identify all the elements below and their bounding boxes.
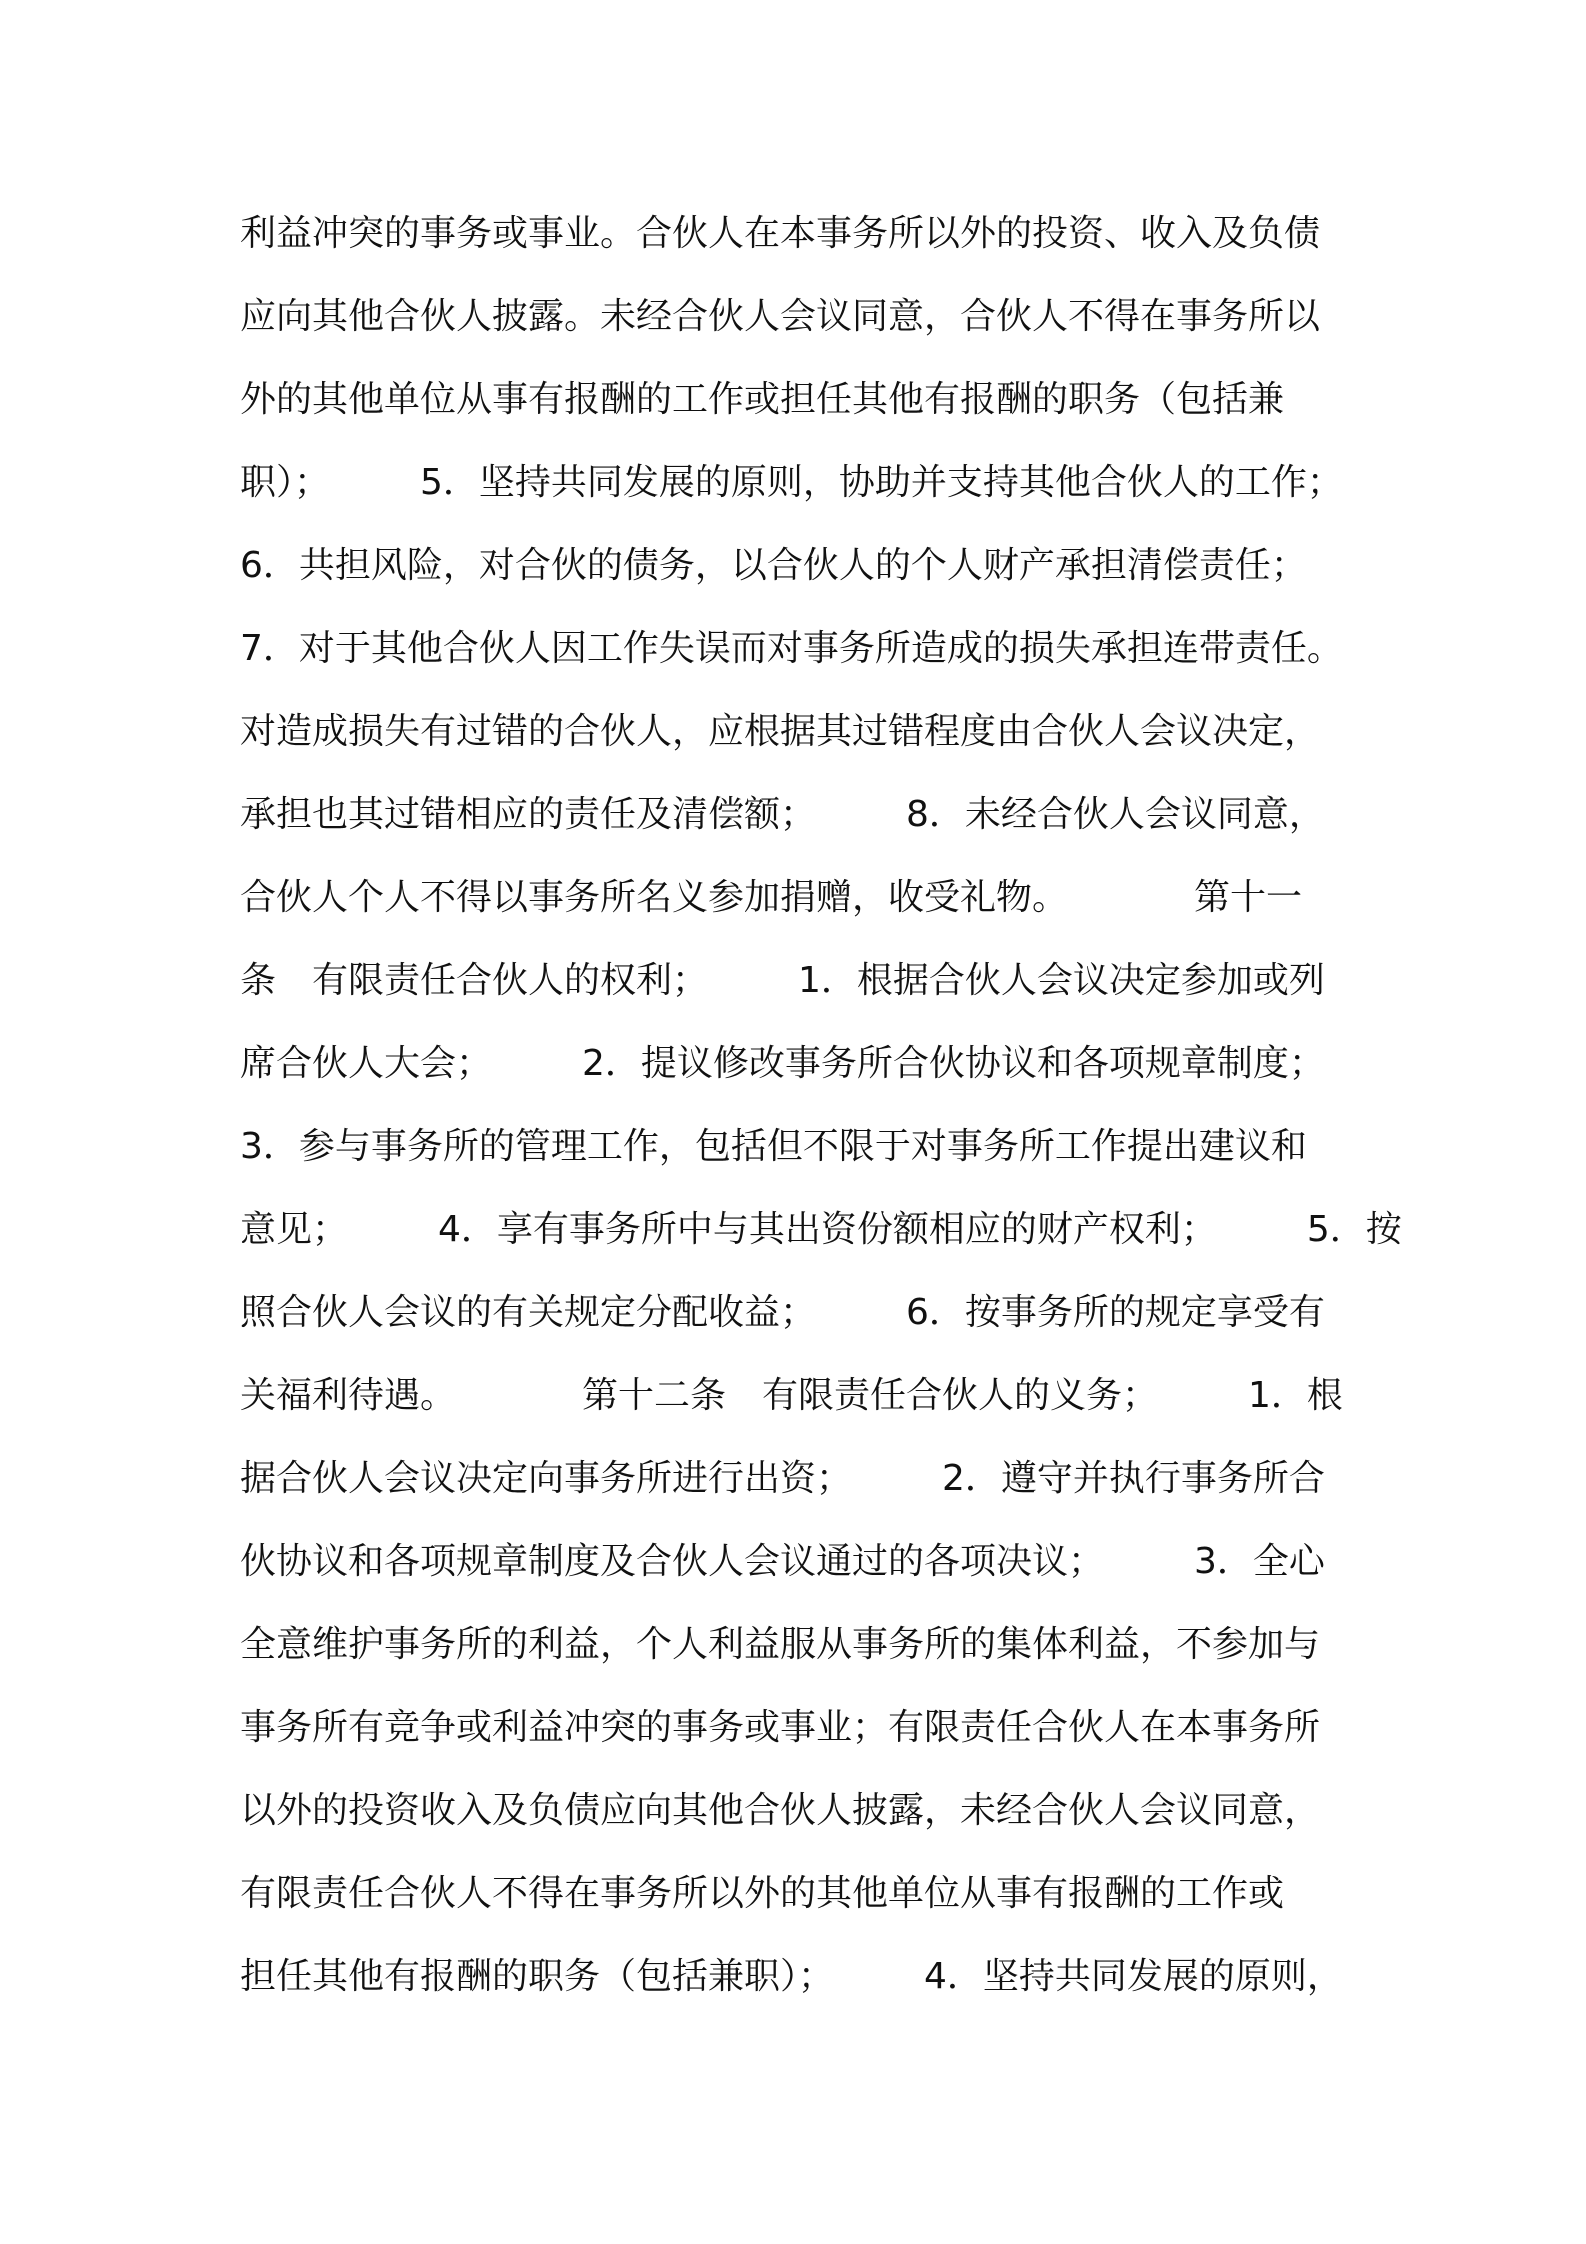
text-line: 应向其他合伙人披露。未经合伙人会议同意，合伙人不得在事务所以	[240, 296, 1321, 337]
text-line: 条 有限责任合伙人的权利； 1．根据合伙人会议决定参加或列	[240, 960, 1325, 1001]
text-line: 对造成损失有过错的合伙人，应根据其过错程度由合伙人会议决定，	[240, 711, 1321, 752]
text-line: 意见； 4．享有事务所中与其出资份额相应的财产权利； 5．按	[240, 1209, 1402, 1250]
text-line: 外的其他单位从事有报酬的工作或担任其他有报酬的职务（包括兼	[240, 379, 1285, 420]
text-line: 6．共担风险，对合伙的债务，以合伙人的个人财产承担清偿责任；	[240, 545, 1307, 586]
document-body	[240, 192, 1402, 2018]
text-line: 利益冲突的事务或事业。合伙人在本事务所以外的投资、收入及负债	[240, 213, 1321, 254]
text-line: 据合伙人会议决定向事务所进行出资； 2．遵守并执行事务所合	[240, 1458, 1325, 1499]
text-line: 承担也其过错相应的责任及清偿额； 8．未经合伙人会议同意，	[240, 794, 1325, 835]
text-line: 事务所有竞争或利益冲突的事务或事业；有限责任合伙人在本事务所	[240, 1707, 1321, 1748]
text-line: 关福利待遇。 第十二条 有限责任合伙人的义务； 1．根	[240, 1375, 1343, 1416]
text-line: 全意维护事务所的利益，个人利益服从事务所的集体利益，不参加与	[240, 1624, 1321, 1665]
text-line: 伙协议和各项规章制度及合伙人会议通过的各项决议； 3．全心	[240, 1541, 1325, 1582]
text-line: 席合伙人大会； 2．提议修改事务所合伙协议和各项规章制度；	[240, 1043, 1325, 1084]
text-line: 以外的投资收入及负债应向其他合伙人披露，未经合伙人会议同意，	[240, 1790, 1321, 1831]
text-line: 担任其他有报酬的职务（包括兼职）； 4．坚持共同发展的原则，	[240, 1956, 1343, 1997]
text-line: 7．对于其他合伙人因工作失误而对事务所造成的损失承担连带责任。	[240, 628, 1343, 669]
text-line: 合伙人个人不得以事务所名义参加捐赠，收受礼物。 第十一	[240, 877, 1303, 918]
text-line: 3．参与事务所的管理工作，包括但不限于对事务所工作提出建议和	[240, 1126, 1307, 1167]
text-line: 照合伙人会议的有关规定分配收益； 6．按事务所的规定享受有	[240, 1292, 1325, 1333]
text-line: 有限责任合伙人不得在事务所以外的其他单位从事有报酬的工作或	[240, 1873, 1285, 1914]
text-line: 职）； 5．坚持共同发展的原则，协助并支持其他合伙人的工作；	[240, 462, 1343, 503]
